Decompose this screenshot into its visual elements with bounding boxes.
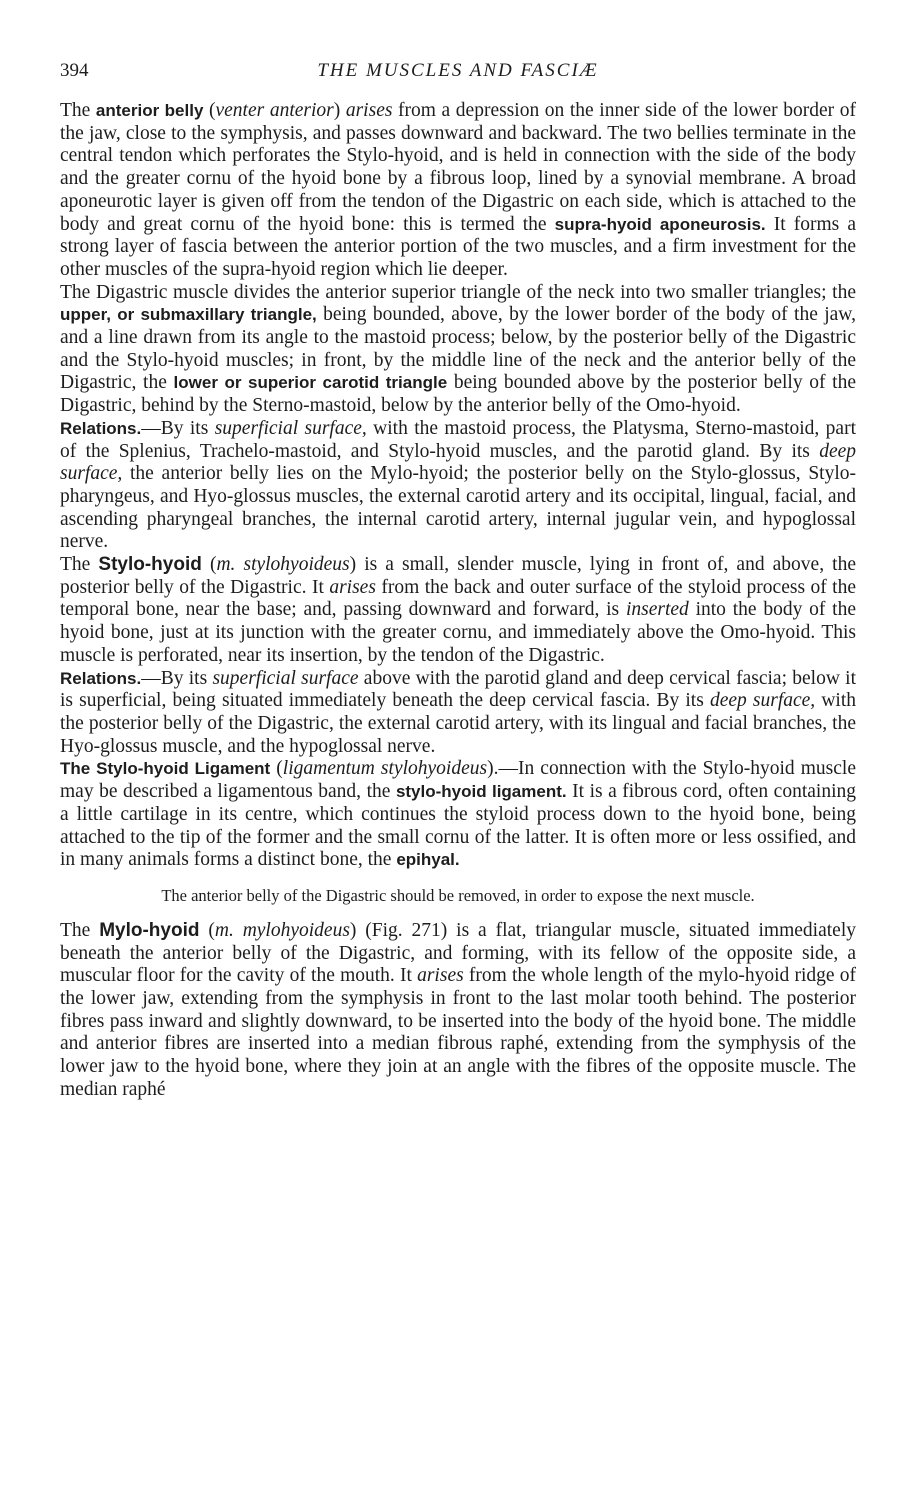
italic-term: superficial surface, (214, 417, 367, 439)
text-run: the anterior belly lies on the Mylo-hyoid; the posterior belly on the Stylo-glossus, Stylo-pharyngeus, and Hyo-glossus muscles, the external carotid artery and its occipital, lingual, facial, and ascending pharyngeal branches, the internal carotid artery, internal jugular vein, and hypoglossal nerve. (60, 463, 856, 553)
text-run: The (60, 100, 96, 121)
text-run: It forms a strong layer of fascia between the anterior portion of the two muscles, and a firm investment for the other muscles of the supra-hyoid region which lie deeper. (60, 213, 857, 280)
text-run: ).—In connection with the Stylo-hyoid muscle may be described a ligamentous band, the (60, 758, 856, 803)
text-run: above with the parotid gland and deep cervical fascia; below it is superficial, being situated immediately beneath the deep cervical fascia. By its (60, 667, 856, 712)
text-run: —By its (141, 417, 215, 439)
italic-term: m. stylohyoideus (216, 554, 350, 576)
text-run: from the whole length of the mylo-hyoid ridge of the lower jaw, extending from the symphysis in front to the last molar tooth behind. The posterior fibres pass inward and slightly downward, to be inserted into the body of the hyoid bone. The middle and anterior fibres are inserted into a median fibrous raphé, extending from the symphysis of the lower jaw to the hyoid bone, where they join at an angle with the fibres of the opposite muscle. The median raphé (60, 965, 856, 1100)
paragraph-mylo-hyoid (60, 920, 856, 1102)
paragraph-anterior-belly (60, 100, 856, 282)
bold-term: epihyal. (396, 850, 460, 870)
text-run: ( (199, 919, 215, 941)
paragraph-digastric-relations (60, 418, 856, 554)
body-text (60, 100, 856, 1102)
text-run: from a depression on the inner side of the lower border of the jaw, close to the symphysis, and passes downward and backward. The two bellies terminate in the central tendon which perforates the Stylo-hyoid, and is held in connection with the side of the body and the greater cornu of the hyoid bone by a fibrous loop, lined by a synovial membrane. A broad aponeurotic layer is given off from the tendon of the Digastric on each side, which is attached to the body and great cornu of the hyoid bone: this is termed the (60, 100, 856, 235)
dissection-note: The anterior belly of the Digastric should be removed, in order to expose the next muscle. (161, 885, 755, 905)
text-run: ) is a small, slender muscle, lying in front of, and above, the posterior belly of the Digastric. It (60, 554, 856, 598)
text-run: being bounded above by the posterior belly of the Digastric, behind by the Sterno-mastoid, below by the anterior belly of the Omo-hyoid. (60, 372, 857, 417)
italic-term: m. mylohyoideus (214, 919, 350, 941)
text-run: being bounded, above, by the lower border of the body of the jaw, and a line drawn from its angle to the mastoid process; below, by the posterior belly of the Digastric and the Stylo-hyoid muscles; in front, by the middle line of the neck and the anterior belly of the Digastric, the (60, 304, 856, 394)
italic-term: deep surface, (60, 440, 856, 485)
text-run: into the body of the hyoid bone, just at its junction with the greater cornu, and immediately above the Omo-hyoid. This muscle is perforated, near its insertion, by the tendon of the Digastric. (60, 599, 856, 666)
section-heading: The Stylo-hyoid Ligament (60, 759, 271, 779)
text-run: —By its (141, 667, 213, 689)
book-page (60, 52, 856, 1102)
bold-term: stylo-hyoid ligament. (395, 782, 567, 802)
text-run: The (60, 554, 99, 576)
bold-term: supra-hyoid aponeurosis. (554, 214, 766, 234)
text-run: The (60, 919, 100, 941)
text-run: from the back and outer surface of the styloid process of the temporal bone, near the base; and, passing downward and forward, is (60, 576, 856, 621)
bold-term: anterior belly (95, 101, 204, 120)
italic-term: venter anterior (215, 100, 334, 121)
italic-term: inserted (625, 599, 689, 621)
italic-term: arises (417, 965, 464, 987)
section-heading: Relations. (60, 418, 142, 438)
italic-term: ligamentum stylohyoideus (282, 758, 488, 780)
page-header (60, 52, 856, 86)
italic-term: arises (329, 576, 376, 598)
text-run: ( (203, 100, 216, 121)
text-run: with the posterior belly of the Digastric, the external carotid artery, with its lingual and facial branches, the Hyo-glossus muscle, and the hypoglossal nerve. (60, 690, 857, 757)
text-run: ) (Fig. 271) is a flat, triangular muscle, situated immediately beneath the anterior belly of the Digastric, and forming, with its fellow of the opposite side, a muscular floor for the cavity of the mouth. It (60, 919, 856, 987)
text-run: ) (333, 100, 346, 121)
paragraph-stylo-hyoid-ligament (60, 758, 856, 872)
italic-term: arises (345, 100, 393, 121)
italic-term: superficial surface (212, 667, 359, 689)
bold-term: lower or superior carotid triangle (173, 373, 448, 393)
italic-term: deep surface, (709, 690, 816, 712)
text-run: ( (270, 758, 283, 780)
bold-term: upper, or submaxillary triangle, (60, 305, 317, 325)
paragraph-stylo-hyoid-relations (60, 668, 856, 759)
text-run: ( (201, 554, 217, 576)
section-heading: Relations. (60, 668, 142, 688)
paragraph-stylo-hyoid (60, 554, 856, 668)
text-run: The Digastric muscle divides the anterior superior triangle of the neck into two smaller triangles; the (60, 281, 856, 303)
text-run: with the mastoid process, the Platysma, Sterno-mastoid, part of the Splenius, Trachelo-mastoid, and Stylo-hyoid muscles, and the parotid gland. By its (60, 417, 856, 462)
running-head: THE MUSCLES AND FASCIÆ (317, 60, 599, 81)
paragraph-digastric-triangles (60, 282, 856, 418)
muscle-heading: Stylo-hyoid (98, 554, 202, 576)
muscle-heading: Mylo-hyoid (99, 919, 200, 941)
page-number: 394 (60, 60, 89, 81)
text-run: It is a fibrous cord, often containing a little cartilage in its centre, which continues the styloid process down to the hyoid bone, being attached to the tip of the former and the small cornu of the latter. It is often more or less ossified, and in many animals forms a distinct bone, the (60, 781, 856, 871)
